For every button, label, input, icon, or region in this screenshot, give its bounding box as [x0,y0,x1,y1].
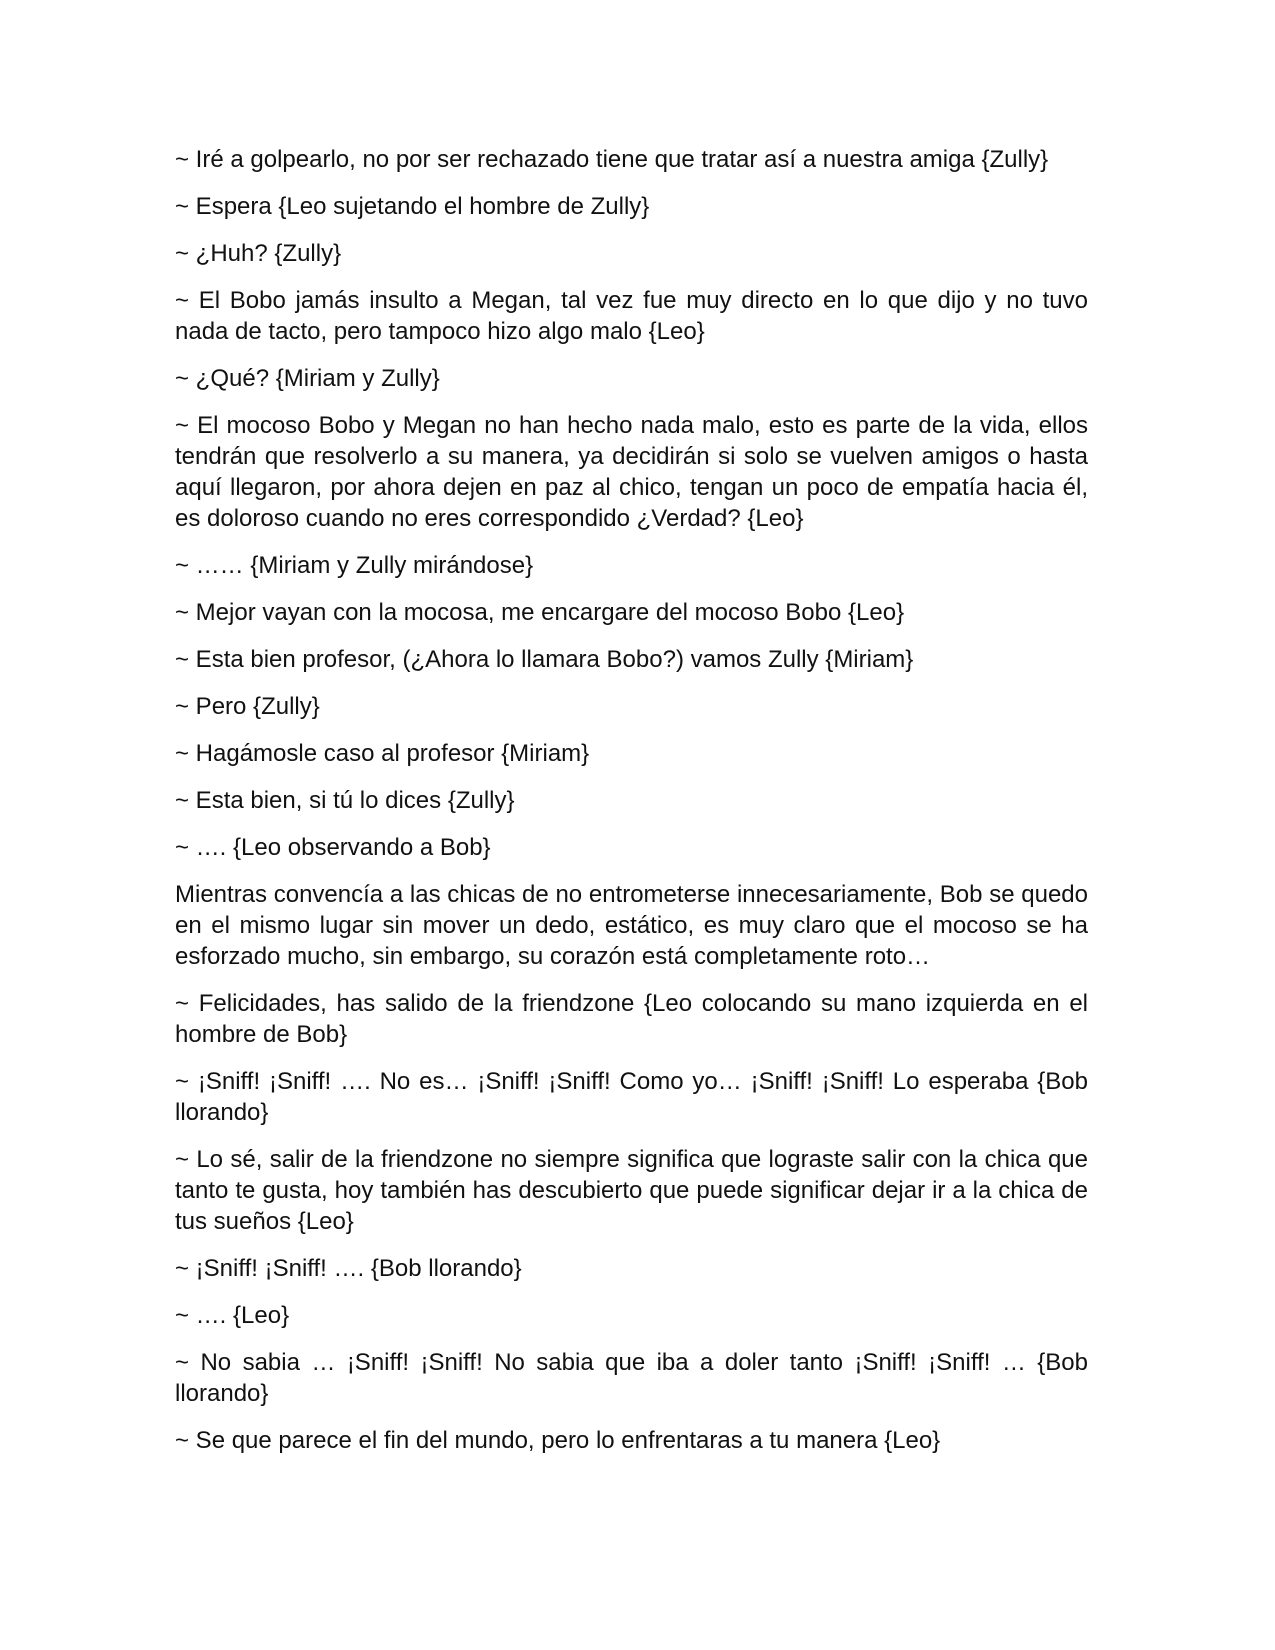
dialogue-line: ~ Iré a golpearlo, no por ser rechazado tiene que tratar así a nuestra amiga {Zully} [175,146,1049,173]
dialogue-line: ~ …… {Miriam y Zully mirándose} [175,552,534,579]
dialogue-line: ~ Lo sé, salir de la friendzone no siempre significa que lograste salir con la chica que tanto te gusta, hoy también has descubierto que puede significar dejar ir a la chica de tus sueños {Leo} [175,1146,1088,1235]
dialogue-line: ~ Espera {Leo sujetando el hombre de Zully} [175,193,650,220]
dialogue-line: ~ Esta bien profesor, (¿Ahora lo llamara Bobo?) vamos Zully {Miriam} [175,646,914,673]
dialogue-line: ~ El Bobo jamás insulto a Megan, tal vez fue muy directo en lo que dijo y no tuvo nada de tacto, pero tampoco hizo algo malo {Leo} [175,287,1088,345]
dialogue-line: ~ ¿Huh? {Zully} [175,240,342,267]
dialogue-line: ~ Mejor vayan con la mocosa, me encargare del mocoso Bobo {Leo} [175,599,905,626]
dialogue-line: ~ Felicidades, has salido de la friendzone {Leo colocando su mano izquierda en el hombre de Bob} [175,990,1088,1048]
dialogue-line: ~ Pero {Zully} [175,693,320,720]
dialogue-line: ~ No sabia … ¡Sniff! ¡Sniff! No sabia que iba a doler tanto ¡Sniff! ¡Sniff! … {Bob llorando} [175,1349,1088,1407]
dialogue-line: ~ Esta bien, si tú lo dices {Zully} [175,787,515,814]
dialogue-line: ~ Se que parece el fin del mundo, pero lo enfrentaras a tu manera {Leo} [175,1427,941,1454]
narration-paragraph: Mientras convencía a las chicas de no entrometerse innecesariamente, Bob se quedo en el mismo lugar sin mover un dedo, estático, es muy claro que el mocoso se ha esforzado mucho, sin embargo, su corazón está completamente roto… [175,881,1088,970]
dialogue-line: ~ …. {Leo} [175,1302,290,1329]
dialogue-line: ~ ¡Sniff! ¡Sniff! …. {Bob llorando} [175,1255,522,1282]
dialogue-line: ~ ¿Qué? {Miriam y Zully} [175,365,440,392]
dialogue-line: ~ El mocoso Bobo y Megan no han hecho nada malo, esto es parte de la vida, ellos tendrán que resolverlo a su manera, ya decidirán si solo se vuelven amigos o hasta aquí llegaron, por ahora dejen en paz al chico, tengan un poco de empatía hacia él, es doloroso cuando no eres correspondido ¿Verdad? {Leo} [175,412,1088,532]
dialogue-line: ~ …. {Leo observando a Bob} [175,834,491,861]
dialogue-line: ~ ¡Sniff! ¡Sniff! …. No es… ¡Sniff! ¡Sniff! Como yo… ¡Sniff! ¡Sniff! Lo esperaba {Bob llorando} [175,1068,1088,1126]
document-body [175,144,1088,1472]
dialogue-line: ~ Hagámosle caso al profesor {Miriam} [175,740,590,767]
